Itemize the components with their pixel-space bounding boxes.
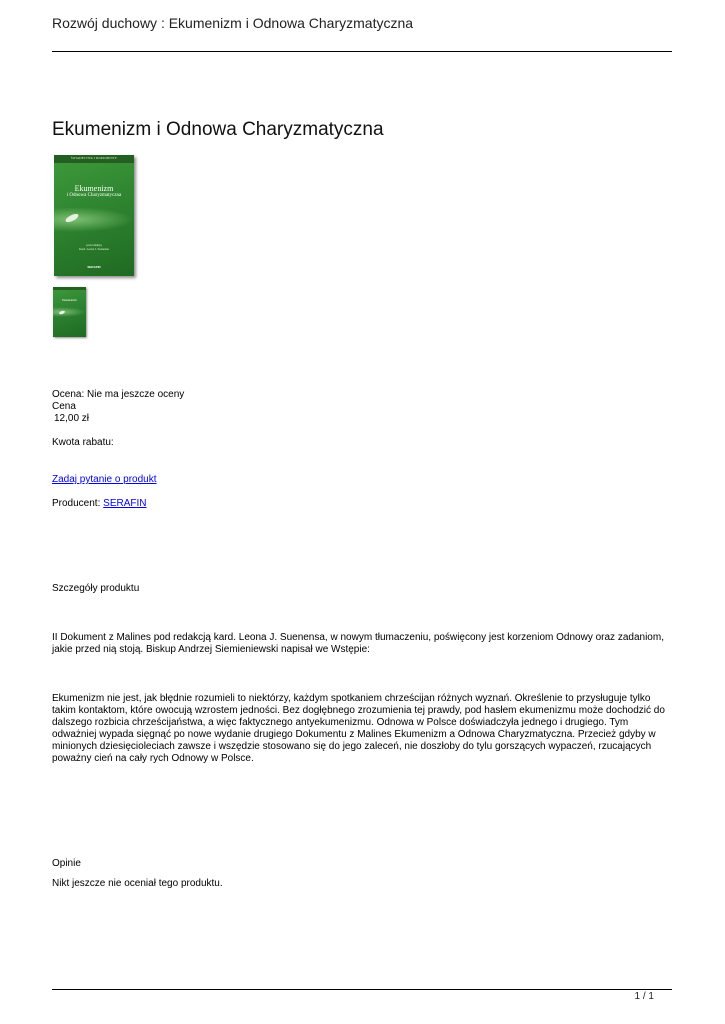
footer-divider — [52, 989, 672, 990]
price-label: Cena — [52, 401, 76, 412]
cover-editor-text — [54, 243, 134, 251]
reviews-empty-text: Nikt jeszcze nie oceniał tego produktu. — [52, 878, 223, 889]
producer-label: Producent: — [52, 498, 104, 509]
document-header-title: Rozwój duchowy : Ekumenizm i Odnowa Charyzmatyczna — [52, 15, 414, 31]
header-divider — [52, 51, 672, 52]
producer-link[interactable]: SERAFIN — [103, 498, 147, 509]
details-paragraph-1: II Dokument z Malines pod redakcją kard. Leona J. Suenensa, w nowym tłumaczeniu, poświęcony jest korzeniom Odnowy oraz zadaniom, jakie przed nią stoją. Biskup Andrzej Siemieniewski napisał we Wstępie: — [52, 632, 664, 655]
ask-question-line — [52, 474, 157, 486]
product-cover-image[interactable] — [54, 155, 134, 276]
product-thumbnail-image[interactable] — [53, 287, 86, 337]
thumbnail-top-band — [53, 287, 86, 290]
cover-editor-line2: Kard. Leona J. Suenensa — [79, 247, 109, 251]
cover-publisher: SERAFIN — [87, 265, 101, 269]
rating-label: Ocena: Nie ma jeszcze oceny — [52, 389, 185, 400]
cover-title-line2: i Odnowa Charyzmatyczna — [66, 193, 122, 198]
price-value: 12,00 zł — [54, 413, 90, 424]
discount-label: Kwota rabatu: — [52, 437, 114, 448]
details-heading: Szczegóły produktu — [52, 583, 140, 594]
ask-question-link[interactable]: Zadaj pytanie o produkt — [52, 474, 157, 485]
details-paragraph-2: Ekumenizm nie jest, jak błędnie rozumieli to niektórzy, każdym spotkaniem chrześcijan różnych wyznań. Określenie to przysługuje tylko takim kontaktom, które owocują wzrostem jedności. Bez dogłębnego zrozumienia tej prawdy, pod hasłem ekumenizmu może dochodzić do dalszego rozbicia chrześcijaństwa, a więc faktycznego antyekumenizmu. Odnowa w Polsce doświadczyła jednego i drugiego. Tym odważniej wypada sięgnąć po nowe wydanie drugiego Dokumentu z Malines Ekumenizm a Odnowa Charyzmatyczna. Przecież gdyby w minionych dziesięcioleciach zawsze i wszędzie stosowano się do jego zaleceń, nie doszłoby do tylu gorszących wypaczeń, rzucających poważny cień na cały rych Odnowy w Polsce. — [52, 693, 665, 764]
thumbnail-title: Ekumenizm — [62, 298, 77, 302]
cover-title-line1: Ekumenizm — [74, 184, 114, 193]
cover-series-text: ŚWIADECTWA I DOKUMENTY — [70, 156, 118, 160]
cover-editor-line1: pod redakcją — [86, 243, 102, 247]
page-number: 1 / 1 — [634, 991, 654, 1002]
producer-line — [52, 498, 147, 510]
product-title: Ekumenizm i Odnowa Charyzmatyczna — [52, 119, 384, 140]
reviews-heading: Opinie — [52, 858, 81, 869]
